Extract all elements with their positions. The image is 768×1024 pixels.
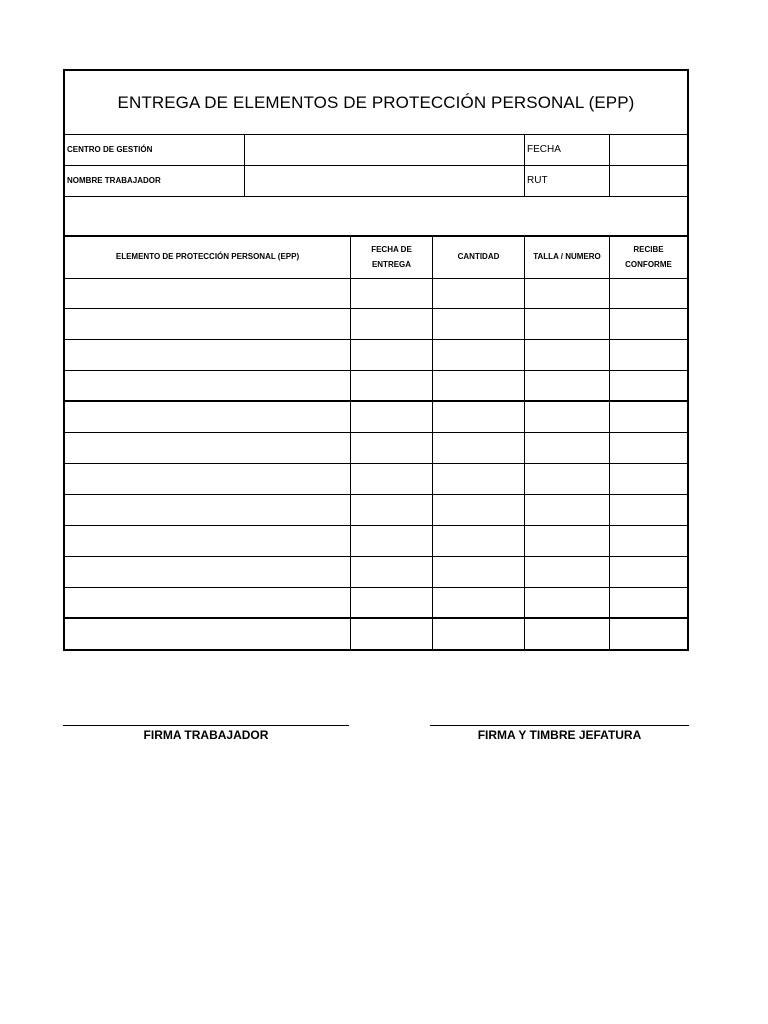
cell-recibe[interactable] xyxy=(609,588,687,617)
cell-elemento[interactable] xyxy=(65,495,350,525)
table-row xyxy=(65,402,687,433)
boss-signature-line xyxy=(430,725,689,726)
table-row xyxy=(65,309,687,340)
cell-talla[interactable] xyxy=(524,495,609,525)
cell-fecha-entrega[interactable] xyxy=(350,340,432,370)
cell-talla[interactable] xyxy=(524,526,609,556)
rut-label: RUT xyxy=(524,165,609,196)
cell-cantidad[interactable] xyxy=(432,588,524,617)
header-elemento: ELEMENTO DE PROTECCIÓN PERSONAL (EPP) xyxy=(115,252,300,261)
centro-field[interactable] xyxy=(244,134,524,165)
cell-recibe[interactable] xyxy=(609,309,687,339)
blank-row xyxy=(65,197,687,237)
cell-elemento[interactable] xyxy=(65,278,350,308)
header-talla: TALLA / NUMERO xyxy=(524,235,609,278)
cell-cantidad[interactable] xyxy=(432,495,524,525)
cell-recibe[interactable] xyxy=(609,557,687,587)
cell-talla[interactable] xyxy=(524,340,609,370)
cell-talla[interactable] xyxy=(524,588,609,617)
cell-cantidad[interactable] xyxy=(432,402,524,432)
worker-signature-line xyxy=(63,725,349,726)
fecha-label: FECHA xyxy=(524,134,609,165)
cell-recibe[interactable] xyxy=(609,371,687,400)
cell-talla[interactable] xyxy=(524,619,609,650)
cell-fecha-entrega[interactable] xyxy=(350,526,432,556)
table-row xyxy=(65,278,687,309)
cell-elemento[interactable] xyxy=(65,309,350,339)
cell-talla[interactable] xyxy=(524,557,609,587)
table-row xyxy=(65,619,687,650)
cell-cantidad[interactable] xyxy=(432,309,524,339)
cell-cantidad[interactable] xyxy=(432,371,524,400)
table-row xyxy=(65,464,687,495)
table-row xyxy=(65,557,687,588)
epp-form xyxy=(63,69,689,651)
header-fecha-entrega: FECHA DE ENTREGA xyxy=(350,235,432,278)
cell-talla[interactable] xyxy=(524,464,609,494)
cell-talla[interactable] xyxy=(524,433,609,463)
nombre-row xyxy=(65,165,687,197)
table-row xyxy=(65,588,687,619)
nombre-label: NOMBRE TRABAJADOR xyxy=(67,176,161,185)
cell-talla[interactable] xyxy=(524,371,609,400)
cell-elemento[interactable] xyxy=(65,402,350,432)
cell-talla[interactable] xyxy=(524,309,609,339)
form-title: ENTREGA DE ELEMENTOS DE PROTECCIÓN PERSONAL (EPP) xyxy=(65,71,687,135)
cell-fecha-entrega[interactable] xyxy=(350,309,432,339)
cell-cantidad[interactable] xyxy=(432,433,524,463)
cell-elemento[interactable] xyxy=(65,526,350,556)
cell-recibe[interactable] xyxy=(609,619,687,650)
cell-elemento[interactable] xyxy=(65,340,350,370)
table-row xyxy=(65,526,687,557)
cell-recibe[interactable] xyxy=(609,402,687,432)
worker-signature-label: FIRMA TRABAJADOR xyxy=(143,728,269,742)
table-row xyxy=(65,433,687,464)
header-cantidad: CANTIDAD xyxy=(432,235,524,278)
cell-talla[interactable] xyxy=(524,278,609,308)
boss-signature-label: FIRMA Y TIMBRE JEFATURA xyxy=(477,728,642,742)
cell-elemento[interactable] xyxy=(65,433,350,463)
cell-cantidad[interactable] xyxy=(432,619,524,650)
cell-fecha-entrega[interactable] xyxy=(350,495,432,525)
centro-label: CENTRO DE GESTIÓN xyxy=(67,145,153,154)
cell-fecha-entrega[interactable] xyxy=(350,619,432,650)
cell-elemento[interactable] xyxy=(65,619,350,650)
cell-fecha-entrega[interactable] xyxy=(350,588,432,617)
cell-cantidad[interactable] xyxy=(432,557,524,587)
nombre-field[interactable] xyxy=(244,165,524,196)
cell-fecha-entrega[interactable] xyxy=(350,433,432,463)
cell-talla[interactable] xyxy=(524,402,609,432)
table-row xyxy=(65,340,687,371)
cell-recibe[interactable] xyxy=(609,495,687,525)
header-recibe: RECIBE CONFORME xyxy=(609,235,687,278)
cell-fecha-entrega[interactable] xyxy=(350,402,432,432)
cell-cantidad[interactable] xyxy=(432,278,524,308)
cell-elemento[interactable] xyxy=(65,588,350,617)
cell-cantidad[interactable] xyxy=(432,526,524,556)
cell-recibe[interactable] xyxy=(609,464,687,494)
cell-recibe[interactable] xyxy=(609,278,687,308)
table-row xyxy=(65,371,687,402)
table-header xyxy=(65,235,687,279)
cell-fecha-entrega[interactable] xyxy=(350,278,432,308)
cell-recibe[interactable] xyxy=(609,340,687,370)
cell-fecha-entrega[interactable] xyxy=(350,557,432,587)
cell-recibe[interactable] xyxy=(609,433,687,463)
rut-field[interactable] xyxy=(609,165,687,196)
cell-cantidad[interactable] xyxy=(432,340,524,370)
cell-elemento[interactable] xyxy=(65,371,350,400)
cell-fecha-entrega[interactable] xyxy=(350,464,432,494)
cell-recibe[interactable] xyxy=(609,526,687,556)
cell-elemento[interactable] xyxy=(65,464,350,494)
cell-cantidad[interactable] xyxy=(432,464,524,494)
fecha-field[interactable] xyxy=(609,134,687,165)
centro-row xyxy=(65,134,687,166)
cell-fecha-entrega[interactable] xyxy=(350,371,432,400)
table-row xyxy=(65,495,687,526)
cell-elemento[interactable] xyxy=(65,557,350,587)
